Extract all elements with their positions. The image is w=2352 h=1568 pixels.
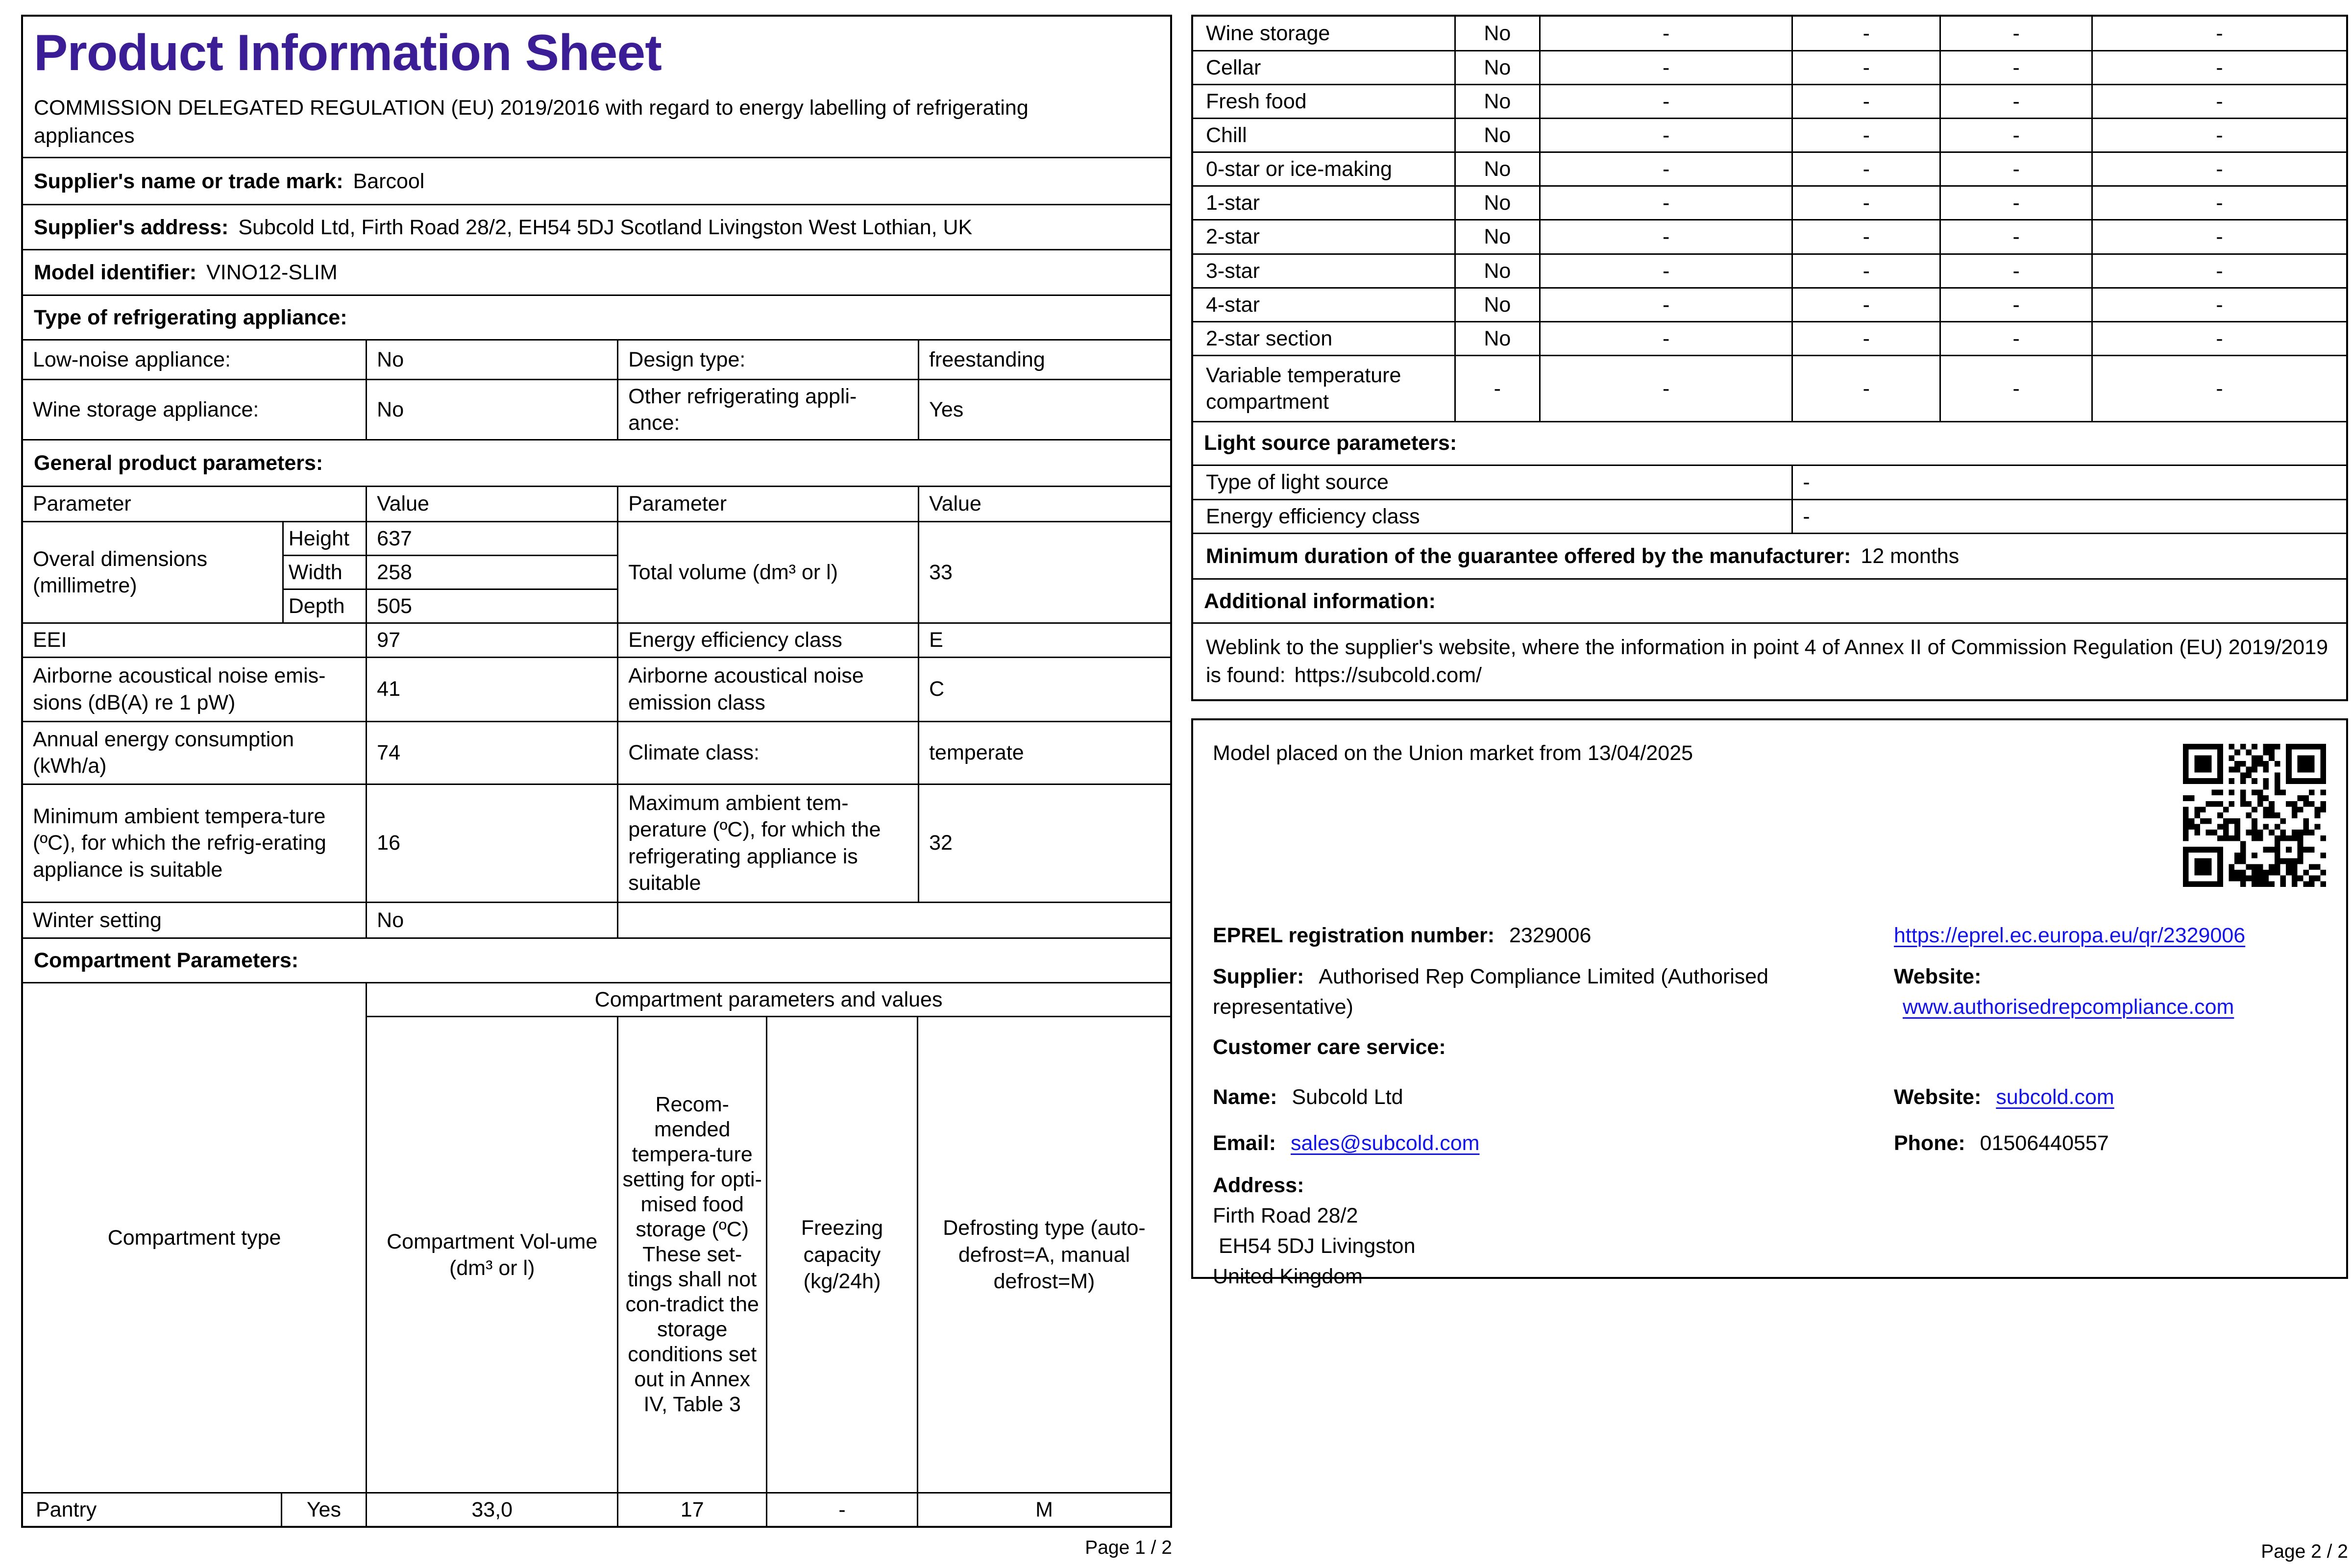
- qr-code-icon: [2183, 744, 2326, 887]
- type-row: [23, 379, 1170, 439]
- compartment-volume-cell: -: [1540, 118, 1792, 152]
- type-table: [23, 341, 1170, 439]
- compartment-row: [1193, 220, 2346, 254]
- compartment-present-cell: No: [1455, 254, 1540, 288]
- regulation-text: COMMISSION DELEGATED REGULATION (EU) 2019/2016 with regard to energy labelling of refrigerating appliances: [34, 96, 1029, 148]
- guarantee-value: 12 months: [1861, 544, 1960, 568]
- page-2: [1191, 15, 2348, 701]
- type-table-wrap: [23, 341, 1170, 441]
- pantry-row: [23, 1493, 1170, 1526]
- compartment-freezing-cell: -: [1940, 186, 2092, 220]
- compartment-freezing-cell: -: [1940, 356, 2092, 421]
- temp-header-part-2: These set-tings shall not con-tradict the storage conditions set out in Annex IV, Table 3: [625, 1243, 759, 1417]
- compartment-defrost-cell: -: [2092, 17, 2346, 50]
- compartment-volume-cell: -: [1540, 220, 1792, 254]
- param-header-cell: Parameter: [23, 487, 367, 521]
- compartment-freezing-cell: -: [1940, 50, 2092, 84]
- compartment-defrost-cell: -: [2092, 220, 2346, 254]
- model-identifier-row: [23, 250, 1170, 296]
- param-header-cell: Value: [919, 487, 1170, 521]
- weblink-label: Weblink to the supplier's website, where the information in point 4 of Annex II of Commission Regulation (EU) 2019/2019 is found:: [1206, 636, 2328, 687]
- pantry-present: Yes: [281, 1493, 366, 1526]
- eei-value: 97: [367, 623, 618, 657]
- supplier-row-right: [1894, 961, 2291, 1022]
- light-source-row: [1193, 466, 2346, 500]
- compartment-freezing-cell: -: [1940, 152, 2092, 186]
- supplier-value: Authorised Rep Compliance Limited (Authorised representative): [1213, 965, 1769, 1019]
- compartment-table: [23, 983, 1170, 1526]
- compartment-freezing-cell: -: [1940, 321, 2092, 355]
- compartment-continued-table: [1193, 17, 2346, 421]
- pantry-temp: 17: [618, 1493, 767, 1526]
- wine-storage-appliance-label: Wine storage appliance:: [23, 379, 367, 439]
- winter-setting-label: Winter setting: [23, 902, 367, 937]
- freezing-header: Freezing capacity (kg/24h): [767, 1017, 918, 1493]
- compartment-present-cell: No: [1455, 118, 1540, 152]
- supplier-address-value: Subcold Ltd, Firth Road 28/2, EH54 5DJ Scotland Livingston West Lothian, UK: [238, 215, 973, 239]
- compartment-freezing-cell: -: [1940, 17, 2092, 50]
- compartment-freezing-cell: -: [1940, 288, 2092, 321]
- address-line-3: United Kingdom: [1213, 1265, 1363, 1288]
- compartment-present-cell: -: [1455, 356, 1540, 421]
- compartment-temp-cell: -: [1792, 288, 1940, 321]
- supplier-address-label: Supplier's address:: [34, 215, 229, 239]
- noise-class-value: C: [919, 657, 1170, 721]
- param-row: [23, 784, 1170, 902]
- compartment-volume-cell: -: [1540, 288, 1792, 321]
- compartment-temp-cell: -: [1792, 356, 1940, 421]
- other-appliance-label: Other refrigerating appli-ance:: [618, 379, 919, 439]
- compartment-temp-cell: -: [1792, 152, 1940, 186]
- light-source-type-label: Type of light source: [1193, 466, 1792, 500]
- pantry-defrost: M: [917, 1493, 1170, 1526]
- page-1-footer: Page 1 / 2: [1085, 1537, 1172, 1558]
- compartment-defrost-cell: -: [2092, 84, 2346, 118]
- type-row: [23, 341, 1170, 379]
- care-phone-row: [1894, 1128, 2291, 1158]
- climate-class-value: temperate: [919, 721, 1170, 784]
- param-row: [23, 623, 1170, 657]
- annual-energy-value: 74: [367, 721, 618, 784]
- compartment-row: [1193, 50, 2346, 84]
- compartment-temp-cell: -: [1792, 220, 1940, 254]
- supplier-name-label: Supplier's name or trade mark:: [34, 169, 343, 193]
- compartment-name-cell: 4-star: [1193, 288, 1455, 321]
- compartment-defrost-cell: -: [2092, 254, 2346, 288]
- general-parameters-table: [23, 487, 1170, 937]
- compartment-name-cell: 1-star: [1193, 186, 1455, 220]
- compartment-row: [1193, 321, 2346, 355]
- compartment-name-cell: Variable temperature compartment: [1193, 356, 1455, 421]
- weblink-url[interactable]: https://subcold.com/: [1294, 663, 1482, 687]
- supplier-name-value: Barcool: [353, 169, 425, 193]
- general-parameters-heading: General product parameters:: [23, 441, 1170, 487]
- winter-setting-value: No: [367, 902, 618, 937]
- noise-value: 41: [367, 657, 618, 721]
- page-1: [21, 15, 1172, 1528]
- light-efficiency-label: Energy efficiency class: [1193, 500, 1792, 533]
- eei-label: EEI: [23, 623, 367, 657]
- total-volume-value: 33: [919, 521, 1170, 623]
- care-name-value: Subcold Ltd: [1292, 1085, 1403, 1109]
- noise-class-label: Airborne acoustical noise emission class: [618, 657, 919, 721]
- address-block: [1213, 1170, 1874, 1292]
- care-email-label: Email:: [1213, 1131, 1276, 1155]
- compartment-volume-cell: -: [1540, 356, 1792, 421]
- eprel-label: EPREL registration number:: [1213, 924, 1495, 947]
- compartment-name-cell: 0-star or ice-making: [1193, 152, 1455, 186]
- compartment-row: [1193, 84, 2346, 118]
- compartment-freezing-cell: -: [1940, 220, 2092, 254]
- care-website-link[interactable]: subcold.com: [1996, 1085, 2114, 1109]
- height-label: Height: [283, 521, 366, 555]
- param-header-row: [23, 487, 1170, 521]
- temp-header-part-1: Recom-mended tempera-ture setting for opti-mised food storage (ºC): [622, 1093, 762, 1242]
- dimensions-label: Overal dimensions (millimetre): [23, 521, 283, 623]
- compartment-present-cell: No: [1455, 220, 1540, 254]
- care-website-label: Website:: [1894, 1085, 1982, 1109]
- climate-class-label: Climate class:: [618, 721, 919, 784]
- compartment-temp-cell: -: [1792, 254, 1940, 288]
- max-ambient-value: 32: [919, 784, 1170, 902]
- compartment-heading: Compartment Parameters:: [23, 939, 1170, 983]
- compartment-present-cell: No: [1455, 17, 1540, 50]
- care-name-row: [1213, 1082, 1874, 1112]
- additional-info-heading: Additional information:: [1193, 580, 2346, 624]
- supplier-name-row: [23, 158, 1170, 205]
- compartment-volume-cell: -: [1540, 186, 1792, 220]
- compartment-row: [1193, 254, 2346, 288]
- compartment-temp-cell: -: [1792, 50, 1940, 84]
- compartment-freezing-cell: -: [1940, 118, 2092, 152]
- winter-setting-row: [23, 902, 1170, 937]
- param-header-cell: Parameter: [618, 487, 919, 521]
- compartment-present-cell: No: [1455, 152, 1540, 186]
- compartment-volume-cell: -: [1540, 17, 1792, 50]
- supplier-address-row: [23, 205, 1170, 250]
- compartment-defrost-cell: -: [2092, 321, 2346, 355]
- care-phone-label: Phone:: [1894, 1131, 1965, 1155]
- care-email-row: [1213, 1128, 1874, 1158]
- noise-label: Airborne acoustical noise emis-sions (dB(A) re 1 pW): [23, 657, 367, 721]
- compartment-temp-cell: -: [1792, 84, 1940, 118]
- total-volume-label: Total volume (dm³ or l): [618, 521, 919, 623]
- light-efficiency-value: -: [1792, 500, 2346, 533]
- compartment-row: [1193, 17, 2346, 50]
- address-line-1: Firth Road 28/2: [1213, 1204, 1358, 1227]
- height-value: 637: [367, 521, 618, 555]
- compartment-volume-cell: -: [1540, 321, 1792, 355]
- width-label: Width: [283, 555, 366, 589]
- min-ambient-label: Minimum ambient tempera-ture (ºC), for which the refrig-erating appliance is suitable: [23, 784, 367, 902]
- temp-header: [618, 1017, 767, 1493]
- care-email-link[interactable]: sales@subcold.com: [1291, 1131, 1480, 1155]
- comp-params-header: Compartment parameters and values: [367, 983, 1170, 1017]
- compartment-defrost-cell: -: [2092, 288, 2346, 321]
- light-source-type-value: -: [1792, 466, 2346, 500]
- compartment-name-cell: 3-star: [1193, 254, 1455, 288]
- compartment-defrost-cell: -: [2092, 118, 2346, 152]
- weblink-row: [1193, 624, 2346, 699]
- address-line-2: EH54 5DJ Livingston: [1213, 1234, 1416, 1258]
- compartment-freezing-cell: -: [1940, 254, 2092, 288]
- light-source-row: [1193, 500, 2346, 533]
- depth-label: Depth: [283, 589, 366, 623]
- compartment-volume-cell: -: [1540, 254, 1792, 288]
- care-phone-value: 01506440557: [1980, 1131, 2109, 1155]
- design-type-value: freestanding: [919, 341, 1170, 379]
- compartment-present-cell: No: [1455, 186, 1540, 220]
- compartment-row: [1193, 356, 2346, 421]
- compartment-temp-cell: -: [1792, 118, 1940, 152]
- empty-cell: [618, 902, 1170, 937]
- general-parameters-table-wrap: [23, 487, 1170, 939]
- dimensions-row: [23, 521, 1170, 555]
- supplier-website-link[interactable]: www.authorisedrepcompliance.com: [1903, 995, 2234, 1019]
- light-source-table-wrap: [1193, 466, 2346, 535]
- light-source-table: [1193, 466, 2346, 533]
- annual-energy-label: Annual energy consumption (kWh/a): [23, 721, 367, 784]
- model-identifier-label: Model identifier:: [34, 261, 197, 285]
- light-source-heading: Light source parameters:: [1193, 422, 2346, 466]
- compartment-defrost-cell: -: [2092, 356, 2346, 421]
- compartment-name-cell: 2-star: [1193, 220, 1455, 254]
- compartment-defrost-cell: -: [2092, 186, 2346, 220]
- compartment-header-row: [23, 983, 1170, 1017]
- compartment-table-wrap: [23, 983, 1170, 1526]
- address-label: Address:: [1213, 1174, 1304, 1197]
- care-website-row: [1894, 1082, 2291, 1112]
- param-row: [23, 657, 1170, 721]
- param-header-cell: Value: [367, 487, 618, 521]
- pantry-freezing: -: [767, 1493, 918, 1526]
- customer-care-heading: Customer care service:: [1213, 1035, 1446, 1059]
- compartment-volume-cell: -: [1540, 50, 1792, 84]
- supplier-info-box: [1191, 718, 2348, 1288]
- compartment-temp-cell: -: [1792, 186, 1940, 220]
- compartment-defrost-cell: -: [2092, 50, 2346, 84]
- width-value: 258: [367, 555, 618, 589]
- defrost-header: Defrosting type (auto-defrost=A, manual defrost=M): [917, 1017, 1170, 1493]
- compartment-name-cell: Wine storage: [1193, 17, 1455, 50]
- compartment-present-cell: No: [1455, 50, 1540, 84]
- compartment-continued-table-wrap: [1193, 17, 2346, 422]
- compartment-name-cell: Fresh food: [1193, 84, 1455, 118]
- low-noise-label: Low-noise appliance:: [23, 341, 367, 379]
- compartment-row: [1193, 118, 2346, 152]
- compartment-temp-cell: -: [1792, 17, 1940, 50]
- energy-class-label: Energy efficiency class: [618, 623, 919, 657]
- supplier-website-label: Website:: [1894, 965, 1982, 988]
- title-block: [23, 17, 1170, 158]
- page-title: Product Information Sheet: [34, 24, 662, 81]
- design-type-label: Design type:: [618, 341, 919, 379]
- compartment-name-cell: 2-star section: [1193, 321, 1455, 355]
- low-noise-value: No: [367, 341, 618, 379]
- supplier-label: Supplier:: [1213, 965, 1304, 988]
- compartment-freezing-cell: -: [1940, 84, 2092, 118]
- compartment-row: [1193, 152, 2346, 186]
- comp-type-header: Compartment type: [23, 983, 367, 1493]
- market-date-line: Model placed on the Union market from 13/04/2025: [1213, 741, 1693, 765]
- compartment-name-cell: Cellar: [1193, 50, 1455, 84]
- eprel-link[interactable]: https://eprel.ec.europa.eu/qr/2329006: [1894, 924, 2246, 947]
- type-heading: Type of refrigerating appliance:: [23, 296, 1170, 341]
- min-ambient-value: 16: [367, 784, 618, 902]
- supplier-row-left: [1213, 961, 1874, 1022]
- eprel-value: 2329006: [1509, 924, 1592, 947]
- page-2-footer: Page 2 / 2: [2261, 1541, 2348, 1562]
- volume-header: Compartment Vol-ume (dm³ or l): [367, 1017, 618, 1493]
- pantry-volume: 33,0: [367, 1493, 618, 1526]
- compartment-row: [1193, 288, 2346, 321]
- eprel-row-right: [1894, 920, 2291, 951]
- care-name-label: Name:: [1213, 1085, 1277, 1109]
- guarantee-label: Minimum duration of the guarantee offered by the manufacturer:: [1206, 544, 1851, 568]
- compartment-row: [1193, 186, 2346, 220]
- compartment-present-cell: No: [1455, 84, 1540, 118]
- compartment-name-cell: Chill: [1193, 118, 1455, 152]
- depth-value: 505: [367, 589, 618, 623]
- wine-storage-appliance-value: No: [367, 379, 618, 439]
- max-ambient-label: Maximum ambient tem-perature (ºC), for which the refrigerating appliance is suitable: [618, 784, 919, 902]
- eprel-row-left: [1213, 920, 1874, 951]
- compartment-defrost-cell: -: [2092, 152, 2346, 186]
- guarantee-row: [1193, 534, 2346, 580]
- compartment-volume-cell: -: [1540, 84, 1792, 118]
- compartment-temp-cell: -: [1792, 321, 1940, 355]
- compartment-present-cell: No: [1455, 288, 1540, 321]
- pantry-name: Pantry: [23, 1493, 281, 1526]
- compartment-volume-cell: -: [1540, 152, 1792, 186]
- energy-class-value: E: [919, 623, 1170, 657]
- param-row: [23, 721, 1170, 784]
- other-appliance-value: Yes: [919, 379, 1170, 439]
- compartment-present-cell: No: [1455, 321, 1540, 355]
- model-identifier-value: VINO12-SLIM: [206, 261, 338, 285]
